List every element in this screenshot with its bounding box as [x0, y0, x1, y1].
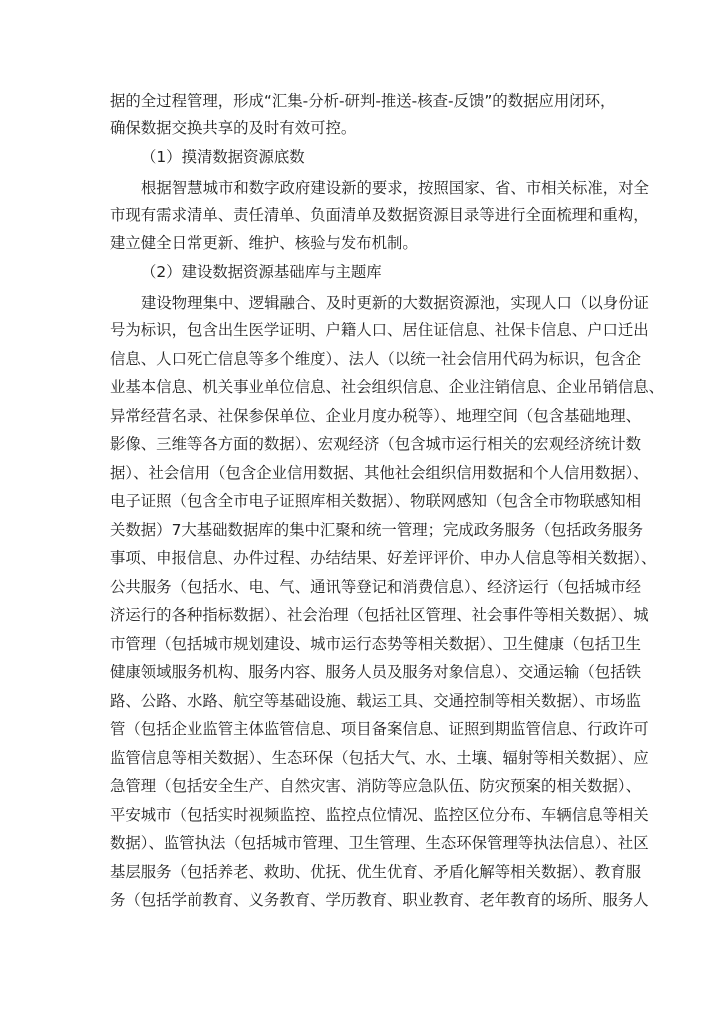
text-line: 健康领域服务机构、服务内容、服务人员及服务对象信息）、交通运输（包括铁 [110, 663, 641, 681]
text-line: 公共服务（包括水、电、气、通讯等登记和消费信息）、经济运行（包括城市经 [110, 578, 641, 596]
text-line: 据的全过程管理，形成“汇集-分析-研判-推送-核查-反馈”的数据应用闭环， [110, 92, 616, 110]
text-line: 务（包括学前教育、义务教育、学历教育、职业教育、老年教育的场所、服务人 [110, 891, 649, 909]
text-line: 业基本信息、机关事业单位信息、社会组织信息、企业注销信息、企业吊销信息、 [110, 378, 665, 396]
text-line: 市管理（包括城市规划建设、城市运行态势等相关数据）、卫生健康（包括卫生 [110, 635, 641, 653]
text-line: 根据智慧城市和数字政府建设新的要求，按照国家、省、市相关标准，对全 [141, 179, 649, 197]
text-line: 建立健全日常更新、维护、核验与发布机制。 [110, 234, 418, 252]
text-line: 号为标识，包含出生医学证明、户籍人口、居住证信息、社保卡信息、户口迁出 [110, 321, 649, 339]
text-line: 信息、人口死亡信息等多个维度）、法人（以统一社会信用代码为标识，包含企 [110, 350, 641, 368]
text-line: 急管理（包括安全生产、自然灾害、消防等应急队伍、防灾预案的相关数据）、 [110, 777, 641, 795]
text-line: 基层服务（包括养老、救助、优抚、优生优育、矛盾化解等相关数据）、教育服 [110, 863, 641, 881]
text-line: 事项、申报信息、办件过程、办结结果、好差评评价、申办人信息等相关数据）、 [110, 549, 657, 567]
text-line: 路、公路、水路、航空等基础设施、载运工具、交通控制等相关数据）、市场监 [110, 692, 641, 710]
text-line: 异常经营名录、社保参保单位、企业月度办税等）、地理空间（包含基础地理、 [110, 407, 641, 425]
text-line: 影像、三维等各方面的数据）、宏观经济（包含城市运行相关的宏观经济统计数 [110, 435, 641, 453]
text-line: 济运行的各种指标数据）、社会治理（包括社区管理、社会事件等相关数据）、城 [110, 606, 649, 624]
text-line: 据）、社会信用（包含企业信用数据、其他社会组织信用数据和个人信用数据）、 [110, 464, 649, 482]
text-line: 市现有需求清单、责任清单、负面清单及数据资源目录等进行全面梳理和重构， [110, 206, 649, 224]
text-line: 管（包括企业监管主体监管信息、项目备案信息、证照到期监管信息、行政许可 [110, 720, 649, 738]
text-line: 确保数据交换共享的及时有效可控。 [110, 119, 357, 137]
text-line: 电子证照（包含全市电子证照库相关数据）、物联网感知（包含全市物联感知相 [110, 492, 641, 510]
section-heading: （2）建设数据资源基础库与主题库 [141, 263, 382, 281]
text-line: 关数据）7大基础数据库的集中汇聚和统一管理；完成政务服务（包括政务服务 [110, 521, 644, 539]
text-line: 监管信息等相关数据）、生态环保（包括大气、水、土壤、辐射等相关数据）、应 [110, 749, 649, 767]
text-line: 平安城市（包括实时视频监控、监控点位情况、监控区位分布、车辆信息等相关 [110, 806, 649, 824]
text-line: 建设物理集中、逻辑融合、及时更新的大数据资源池，实现人口（以身份证 [141, 294, 649, 312]
text-line: 数据）、监管执法（包括城市管理、卫生管理、生态环保管理等执法信息）、社区 [110, 834, 649, 852]
section-heading: （1）摸清数据资源底数 [141, 148, 305, 166]
